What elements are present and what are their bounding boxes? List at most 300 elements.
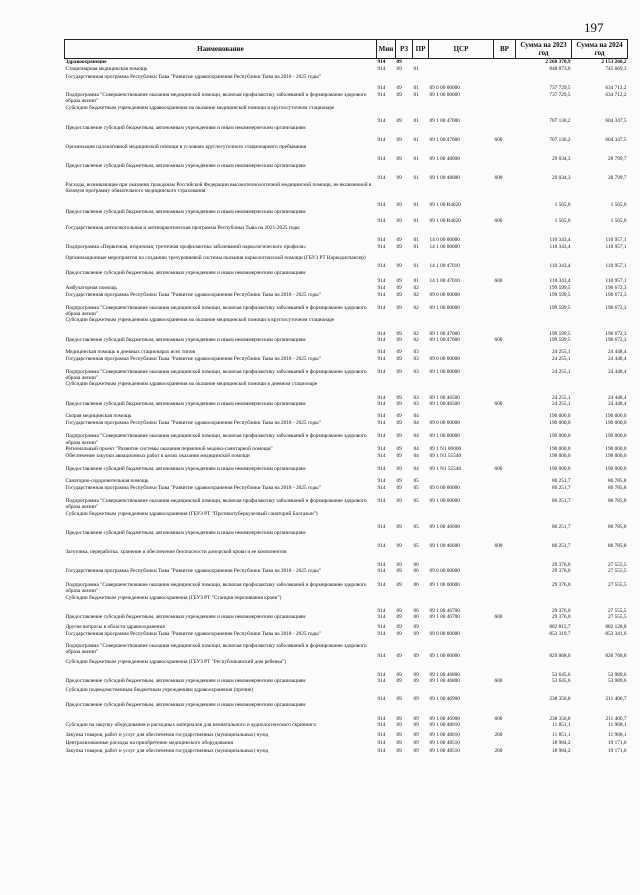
row-min: 914 bbox=[377, 497, 386, 504]
row-pr: 01 bbox=[413, 85, 419, 92]
table-row bbox=[65, 349, 628, 356]
row-sum-2024: 86 785,8 bbox=[607, 497, 627, 504]
row-rz: 09 bbox=[396, 613, 402, 620]
row-min: 914 bbox=[377, 368, 386, 375]
row-sum-2023: 29 376,0 bbox=[551, 607, 571, 614]
row-sum-2023: 86 251,7 bbox=[551, 477, 571, 484]
row-vr: 600 bbox=[494, 613, 503, 620]
row-vr bbox=[494, 74, 516, 92]
row-rz: 09 bbox=[396, 237, 402, 244]
row-sum-2024: 211 406,7 bbox=[605, 715, 627, 722]
row-sum-2024: 24 448,4 bbox=[607, 368, 627, 375]
header-rz: РЗ bbox=[396, 40, 413, 59]
row-sum-2024: 190 000,0 bbox=[605, 420, 627, 427]
row-csr: 09 1 00 48510 bbox=[429, 747, 460, 754]
row-csr: 09 1 00 00000 bbox=[429, 433, 460, 440]
row-sum-2024: 190 000,0 bbox=[605, 452, 627, 459]
row-vr: 600 bbox=[494, 715, 503, 722]
row-vr bbox=[494, 722, 516, 732]
row-sum-2023: 199 599,5 bbox=[549, 291, 571, 298]
row-vr bbox=[494, 659, 516, 678]
row-name: Государственная программа Республики Тыва "Развитие здравоохранения Республики Тыва на 2018 - 2025 годы" bbox=[65, 630, 321, 637]
table-row bbox=[65, 748, 628, 756]
row-pr: 01 bbox=[413, 202, 419, 209]
row-min: 914 bbox=[377, 731, 386, 738]
row-min: 914 bbox=[377, 721, 386, 728]
row-sum-2024: 1 565,0 bbox=[610, 218, 627, 225]
row-csr: 09 0 00 00000 bbox=[429, 291, 460, 298]
row-pr: 06 bbox=[413, 581, 419, 588]
row-rz: 09 bbox=[396, 91, 402, 98]
row-min: 914 bbox=[377, 671, 386, 678]
row-sum-2024: 1 565,0 bbox=[610, 202, 627, 209]
row-sum-2023: 86 251,7 bbox=[551, 484, 571, 491]
row-sum-2023: 2 260 370,9 bbox=[545, 59, 571, 65]
row-name: Предоставление субсидий бюджетным, автономным учреждениям и иным некоммерческим организациям bbox=[65, 336, 306, 343]
row-rz: 09 bbox=[396, 721, 402, 728]
row-min: 914 bbox=[377, 477, 386, 484]
table-row bbox=[65, 105, 628, 125]
row-rz: 09 bbox=[396, 623, 402, 630]
row-vr: 600 bbox=[494, 278, 503, 285]
row-pr: 09 bbox=[413, 747, 419, 754]
row-vr bbox=[494, 595, 516, 614]
row-sum-2023: 18 984,2 bbox=[551, 739, 571, 746]
row-csr: 09 1 00 48000 bbox=[429, 175, 460, 182]
row-sum-2024: 24 448,4 bbox=[607, 355, 627, 362]
row-csr: 14 0 00 00000 bbox=[429, 237, 460, 244]
row-sum-2024: 27 555,5 bbox=[607, 613, 627, 620]
row-name: Государственная программа Республики Тыва "Развитие здравоохранения Республики Тыва на 2018 - 2025 годы" bbox=[65, 420, 321, 427]
row-vr bbox=[494, 59, 516, 66]
row-name: Государственная программа Республики Тыва "Развитие здравоохранения Республики Тыва на 2018 - 2025 годы" bbox=[65, 73, 321, 80]
header-csr: ЦСР bbox=[429, 40, 494, 59]
row-rz: 09 bbox=[396, 715, 402, 722]
table-row bbox=[65, 740, 628, 748]
row-pr: 05 bbox=[413, 484, 419, 491]
row-min: 914 bbox=[377, 336, 386, 343]
row-vr bbox=[494, 568, 516, 582]
row-sum-2023: 86 251,7 bbox=[551, 497, 571, 504]
row-csr: 09 1 00 00000 bbox=[429, 652, 460, 659]
table-row bbox=[65, 270, 628, 285]
row-vr bbox=[494, 498, 516, 511]
table-row bbox=[65, 369, 628, 381]
row-pr: 01 bbox=[413, 91, 419, 98]
row-pr: 04 bbox=[413, 465, 419, 472]
table-row bbox=[65, 498, 628, 511]
row-sum-2024: 24 448,4 bbox=[607, 401, 627, 408]
row-min: 914 bbox=[377, 567, 386, 574]
row-sum-2023: 190 000,0 bbox=[549, 445, 571, 452]
row-rz: 09 bbox=[396, 330, 402, 337]
row-name: Предоставление субсидий бюджетным, автономным учреждениям и иным некоммерческим организациям bbox=[65, 401, 306, 408]
row-csr bbox=[429, 349, 494, 356]
row-vr bbox=[494, 292, 516, 305]
row-vr bbox=[494, 511, 516, 530]
row-sum-2023: 86 251,7 bbox=[551, 542, 571, 549]
row-min: 914 bbox=[377, 739, 386, 746]
row-csr: 09 1 N1 55540 bbox=[429, 452, 462, 459]
row-vr bbox=[494, 349, 516, 356]
row-sum-2023: 238 356,8 bbox=[549, 695, 571, 702]
row-rz: 09 bbox=[396, 395, 402, 402]
row-pr: 06 bbox=[413, 613, 419, 620]
row-rz: 09 bbox=[396, 85, 402, 92]
row-name: Другие вопросы в области здравоохранения bbox=[65, 623, 165, 630]
row-name: Предоставление субсидий бюджетным, автономным учреждениям и иным некоммерческим организациям bbox=[65, 162, 306, 169]
row-pr: 09 bbox=[413, 739, 419, 746]
row-pr: 04 bbox=[413, 445, 419, 452]
row-pr: 01 bbox=[413, 175, 419, 182]
row-sum-2023: 29 376,0 bbox=[551, 567, 571, 574]
row-vr bbox=[494, 255, 516, 270]
table-row bbox=[65, 244, 628, 255]
table-row bbox=[65, 511, 628, 530]
table-row bbox=[65, 92, 628, 105]
row-pr: 01 bbox=[413, 263, 419, 270]
row-sum-2024: 110 957,1 bbox=[605, 243, 627, 250]
row-sum-2024: 853 341,6 bbox=[605, 630, 627, 637]
row-min: 914 bbox=[377, 695, 386, 702]
row-vr bbox=[494, 631, 516, 643]
row-name: Амбулаторная помощь bbox=[65, 284, 117, 291]
table-row bbox=[65, 209, 628, 225]
row-sum-2024: 190 000,0 bbox=[605, 413, 627, 420]
row-rz: 09 bbox=[396, 336, 402, 343]
row-sum-2024: 110 957,1 bbox=[605, 263, 627, 270]
row-pr: 02 bbox=[413, 304, 419, 311]
table-row bbox=[65, 317, 628, 337]
row-sum-2024: 634 712,2 bbox=[605, 85, 627, 92]
row-vr bbox=[494, 740, 516, 748]
row-sum-2024: 27 555,5 bbox=[607, 581, 627, 588]
row-csr: 09 1 00 47000 bbox=[429, 137, 460, 144]
row-csr: 09 1 00 46700 bbox=[429, 607, 460, 614]
row-min: 914 bbox=[377, 237, 386, 244]
table-row bbox=[65, 453, 628, 466]
row-rz: 09 bbox=[396, 465, 402, 472]
row-name: Субсидии бюджетным учреждениям здравоохранения (ГБУЗ РТ "Республиканский дом ребенка") bbox=[65, 658, 287, 665]
row-min: 914 bbox=[377, 65, 386, 72]
row-pr: 02 bbox=[413, 336, 419, 343]
row-name: Расходы, возникающие при оказании гражданам Российской Федерации высокотехнологичной медицинской помощи, не включенной в базовую программу обязательного медицинского страхования bbox=[65, 181, 372, 194]
row-sum-2023: 829 068,0 bbox=[549, 652, 571, 659]
row-vr: 600 bbox=[494, 401, 503, 408]
row-min: 914 bbox=[377, 395, 386, 402]
row-name: Субсидии на закупку оборудования и расходных материалов для неонатального и аудиологического скрининга bbox=[65, 721, 316, 728]
row-sum-2023: 53 645,6 bbox=[551, 671, 571, 678]
table-row bbox=[65, 568, 628, 582]
row-rz: 09 bbox=[396, 284, 402, 291]
row-sum-2023: 29 034,3 bbox=[551, 156, 571, 163]
row-sum-2023: 18 984,2 bbox=[551, 747, 571, 754]
row-sum-2023: 737 729,5 bbox=[549, 91, 571, 98]
row-name: Предоставление субсидий бюджетным, автономным учреждениям и иным некоммерческим организациям bbox=[65, 613, 306, 620]
row-sum-2023: 24 255,1 bbox=[551, 348, 571, 355]
table-row bbox=[65, 337, 628, 349]
row-pr: 09 bbox=[413, 715, 419, 722]
row-sum-2023: 24 255,1 bbox=[551, 368, 571, 375]
row-name: Заготовка, переработка, хранение и обеспечение безопасности донорской крови и ее компонентов bbox=[65, 548, 287, 555]
row-pr: 05 bbox=[413, 542, 419, 549]
row-pr: 09 bbox=[413, 695, 419, 702]
row-rz: 09 bbox=[396, 368, 402, 375]
table-row bbox=[65, 485, 628, 498]
row-name: Санаторно-оздоровительная помощь bbox=[65, 477, 149, 484]
row-sum-2024: 882 128,8 bbox=[605, 623, 627, 630]
row-pr: 01 bbox=[413, 65, 419, 72]
row-vr: 600 bbox=[494, 542, 503, 549]
table-row bbox=[65, 687, 628, 702]
row-sum-2023: 199 599,5 bbox=[549, 336, 571, 343]
row-vr: 600 bbox=[494, 465, 503, 472]
table-row bbox=[65, 624, 628, 631]
header-sum-2023: Сумма на 2023 год bbox=[516, 40, 572, 59]
row-csr: 14 1 00 00000 bbox=[429, 243, 460, 250]
table-row bbox=[65, 381, 628, 401]
row-csr: 09 1 00 48000 bbox=[429, 156, 460, 163]
table-row bbox=[65, 614, 628, 624]
table-row bbox=[65, 466, 628, 478]
row-csr: 09 0 00 00000 bbox=[429, 630, 460, 637]
row-min: 914 bbox=[377, 747, 386, 754]
table-row bbox=[65, 401, 628, 413]
row-csr: 09 1 00 47000 bbox=[429, 330, 460, 337]
row-sum-2023: 86 251,7 bbox=[551, 523, 571, 530]
table-row bbox=[65, 66, 628, 74]
row-sum-2023: 1 565,0 bbox=[554, 202, 571, 209]
row-rz: 09 bbox=[396, 581, 402, 588]
row-sum-2023: 110 343,4 bbox=[549, 278, 571, 285]
row-sum-2024: 19 171,6 bbox=[607, 739, 627, 746]
row-name: Субсидии подведомственным бюджетным учреждениям здравоохранения (прочие) bbox=[65, 686, 253, 693]
header-min: Мин bbox=[377, 40, 396, 59]
row-min: 914 bbox=[377, 263, 386, 270]
row-name: Предоставление субсидий бюджетным, автономным учреждениям и иным некоммерческим организациям bbox=[65, 701, 306, 708]
row-name: Подпрограмма "Совершенствование оказания медицинской помощи, включая профилактику заболеваний и формирование здорового образа жизни" bbox=[65, 642, 367, 655]
row-sum-2024: 604 347,5 bbox=[605, 118, 627, 125]
row-min: 914 bbox=[377, 542, 386, 549]
row-csr: 09 0 00 00000 bbox=[429, 567, 460, 574]
row-vr bbox=[494, 478, 516, 485]
row-rz: 09 bbox=[396, 156, 402, 163]
row-min: 914 bbox=[377, 413, 386, 420]
row-rz: 09 bbox=[396, 477, 402, 484]
row-sum-2024: 27 555,5 bbox=[607, 567, 627, 574]
row-vr bbox=[494, 305, 516, 317]
row-sum-2023: 29 376,0 bbox=[551, 613, 571, 620]
table-header bbox=[65, 40, 628, 59]
row-sum-2024: 11 968,1 bbox=[608, 721, 627, 728]
row-sum-2023: 853 319,7 bbox=[549, 630, 571, 637]
row-sum-2023: 848 073,0 bbox=[549, 65, 571, 72]
row-name: Медицинская помощь в дневных стационарах всех типов bbox=[65, 348, 196, 355]
row-rz: 09 bbox=[396, 671, 402, 678]
row-pr: 01 bbox=[413, 137, 419, 144]
row-rz: 09 bbox=[396, 567, 402, 574]
row-name: Закупка товаров, работ и услуг для обеспечения государственных (муниципальных) нужд bbox=[65, 731, 269, 738]
table-row bbox=[65, 446, 628, 453]
row-sum-2024: 27 555,5 bbox=[607, 561, 627, 568]
table-row bbox=[65, 225, 628, 244]
row-min: 914 bbox=[377, 581, 386, 588]
row-name: Региональный проект "Развитие системы оказания первичной медико-санитарной помощи" bbox=[65, 445, 273, 452]
row-rz: 09 bbox=[396, 413, 402, 420]
table-body bbox=[65, 59, 628, 756]
row-rz: 09 bbox=[396, 118, 402, 125]
row-csr: 09 1 00 00000 bbox=[429, 581, 460, 588]
row-name: Субсидии бюджетным учреждениям здравоохранения на оказание медицинской помощи в круглосуточном стационаре bbox=[65, 104, 335, 111]
row-csr: 09 0 00 00000 bbox=[429, 355, 460, 362]
row-pr: 05 bbox=[413, 477, 419, 484]
row-vr: 600 bbox=[494, 175, 503, 182]
row-csr bbox=[429, 624, 494, 631]
row-csr: 09 1 00 46900 bbox=[429, 715, 460, 722]
row-sum-2024: 190 000,0 bbox=[605, 433, 627, 440]
row-rz: 09 bbox=[396, 175, 402, 182]
row-sum-2024: 196 672,3 bbox=[605, 330, 627, 337]
row-rz: 09 bbox=[396, 420, 402, 427]
row-csr bbox=[429, 478, 494, 485]
row-min: 914 bbox=[377, 465, 386, 472]
row-sum-2024: 2 153 260,2 bbox=[601, 59, 627, 65]
table-row bbox=[65, 702, 628, 722]
row-vr bbox=[494, 244, 516, 255]
row-sum-2024: 745 669,3 bbox=[605, 65, 627, 72]
row-min: 914 bbox=[377, 623, 386, 630]
row-pr: 06 bbox=[413, 567, 419, 574]
row-min: 914 bbox=[377, 613, 386, 620]
row-rz: 09 bbox=[396, 677, 402, 684]
row-sum-2023: 190 000,0 bbox=[549, 433, 571, 440]
table-row bbox=[65, 305, 628, 317]
row-sum-2024: 110 957,1 bbox=[605, 278, 627, 285]
row-rz: 09 bbox=[396, 484, 402, 491]
row-pr: 03 bbox=[413, 368, 419, 375]
row-pr: 01 bbox=[413, 243, 419, 250]
row-min: 914 bbox=[377, 561, 386, 568]
row-min: 914 bbox=[377, 59, 386, 65]
row-sum-2023: 24 255,1 bbox=[551, 355, 571, 362]
row-min: 914 bbox=[377, 278, 386, 285]
row-min: 914 bbox=[377, 630, 386, 637]
row-name: Предоставление субсидий бюджетным, автономным учреждениям и иным некоммерческим организациям bbox=[65, 124, 306, 131]
row-vr bbox=[494, 144, 516, 163]
row-rz: 09 bbox=[396, 747, 402, 754]
row-pr: 01 bbox=[413, 156, 419, 163]
table-row bbox=[65, 631, 628, 643]
row-pr: 09 bbox=[413, 677, 419, 684]
row-vr: 600 bbox=[494, 137, 503, 144]
row-csr: 09 1 00 48010 bbox=[429, 731, 460, 738]
row-csr: 09 1 N1 00000 bbox=[429, 445, 462, 452]
row-pr: 09 bbox=[413, 721, 419, 728]
row-sum-2023: 190 000,0 bbox=[549, 413, 571, 420]
row-rz: 09 bbox=[396, 739, 402, 746]
row-min: 914 bbox=[377, 91, 386, 98]
row-pr: 04 bbox=[413, 413, 419, 420]
table-row bbox=[65, 722, 628, 732]
row-pr: 03 bbox=[413, 401, 419, 408]
row-sum-2023: 238 356,8 bbox=[549, 715, 571, 722]
row-csr: 14 1 00 47010 bbox=[429, 263, 460, 270]
row-sum-2023: 11 851,1 bbox=[552, 721, 571, 728]
row-csr: 09 1 00 R4020 bbox=[429, 218, 461, 225]
row-sum-2023: 190 000,0 bbox=[549, 420, 571, 427]
table-row bbox=[65, 182, 628, 209]
row-vr bbox=[494, 485, 516, 498]
row-csr: 09 1 00 48510 bbox=[429, 739, 460, 746]
row-pr: 03 bbox=[413, 348, 419, 355]
row-name: Организационные мероприятия по созданию трехуровневой системы оказания наркологической помощи (ГБУЗ РТ Наркодиспансер) bbox=[65, 254, 366, 261]
row-rz: 09 bbox=[396, 542, 402, 549]
table-row bbox=[65, 732, 628, 740]
row-vr bbox=[494, 381, 516, 401]
row-sum-2023: 707 130,2 bbox=[549, 137, 571, 144]
row-sum-2024: 604 347,5 bbox=[605, 137, 627, 144]
row-sum-2024: 24 448,4 bbox=[607, 395, 627, 402]
table-row bbox=[65, 420, 628, 433]
row-min: 914 bbox=[377, 607, 386, 614]
row-pr: 06 bbox=[413, 561, 419, 568]
row-name: Подпрограмма "Совершенствование оказания медицинской помощи, включая профилактику заболеваний и формирование здорового образа жизни" bbox=[65, 497, 367, 510]
row-pr: 03 bbox=[413, 395, 419, 402]
row-min: 914 bbox=[377, 85, 386, 92]
row-min: 914 bbox=[377, 202, 386, 209]
row-sum-2024: 196 672,3 bbox=[605, 336, 627, 343]
row-sum-2023: 110 343,4 bbox=[549, 237, 571, 244]
row-vr bbox=[494, 582, 516, 595]
row-rz: 09 bbox=[396, 630, 402, 637]
row-min: 914 bbox=[377, 304, 386, 311]
row-pr: 09 bbox=[413, 652, 419, 659]
row-rz: 09 bbox=[396, 497, 402, 504]
row-rz: 09 bbox=[396, 348, 402, 355]
row-rz: 09 bbox=[396, 445, 402, 452]
row-name: Стационарная медицинская помощь bbox=[65, 65, 148, 72]
row-name: Государственная антиалкогольная и антинаркотическая программа Республики Тыва на 2021-2025 годы bbox=[65, 224, 300, 231]
table-row bbox=[65, 59, 628, 66]
row-rz: 09 bbox=[396, 607, 402, 614]
row-name: Предоставление субсидий бюджетным, автономным учреждениям и иным некоммерческим организациям bbox=[65, 677, 306, 684]
row-min: 914 bbox=[377, 677, 386, 684]
row-rz: 09 bbox=[396, 652, 402, 659]
row-sum-2023: 199 599,5 bbox=[549, 304, 571, 311]
row-sum-2024: 86 785,8 bbox=[607, 542, 627, 549]
row-min: 914 bbox=[377, 484, 386, 491]
table-row bbox=[65, 255, 628, 270]
row-csr: 09 1 00 48010 bbox=[429, 721, 460, 728]
row-sum-2023: 707 130,2 bbox=[549, 118, 571, 125]
row-vr bbox=[494, 453, 516, 466]
table-row bbox=[65, 285, 628, 292]
row-sum-2024: 28 799,7 bbox=[607, 175, 627, 182]
row-csr: 09 0 00 00000 bbox=[429, 484, 460, 491]
row-csr: 09 1 00 47000 bbox=[429, 336, 460, 343]
row-min: 914 bbox=[377, 523, 386, 530]
row-min: 914 bbox=[377, 175, 386, 182]
row-name: Государственная программа Республики Тыва "Развитие здравоохранения Республики Тыва на 2018 - 2025 годы" bbox=[65, 291, 321, 298]
row-vr bbox=[494, 182, 516, 209]
row-rz: 09 bbox=[396, 304, 402, 311]
row-min: 914 bbox=[377, 118, 386, 125]
row-vr bbox=[494, 413, 516, 420]
row-name: Государственная программа Республики Тыва "Развитие здравоохранения Республики Тыва на 2018 - 2025 годы" bbox=[65, 484, 321, 491]
table-row bbox=[65, 144, 628, 163]
row-csr: 09 1 00 46600 bbox=[429, 542, 460, 549]
row-min: 914 bbox=[377, 137, 386, 144]
